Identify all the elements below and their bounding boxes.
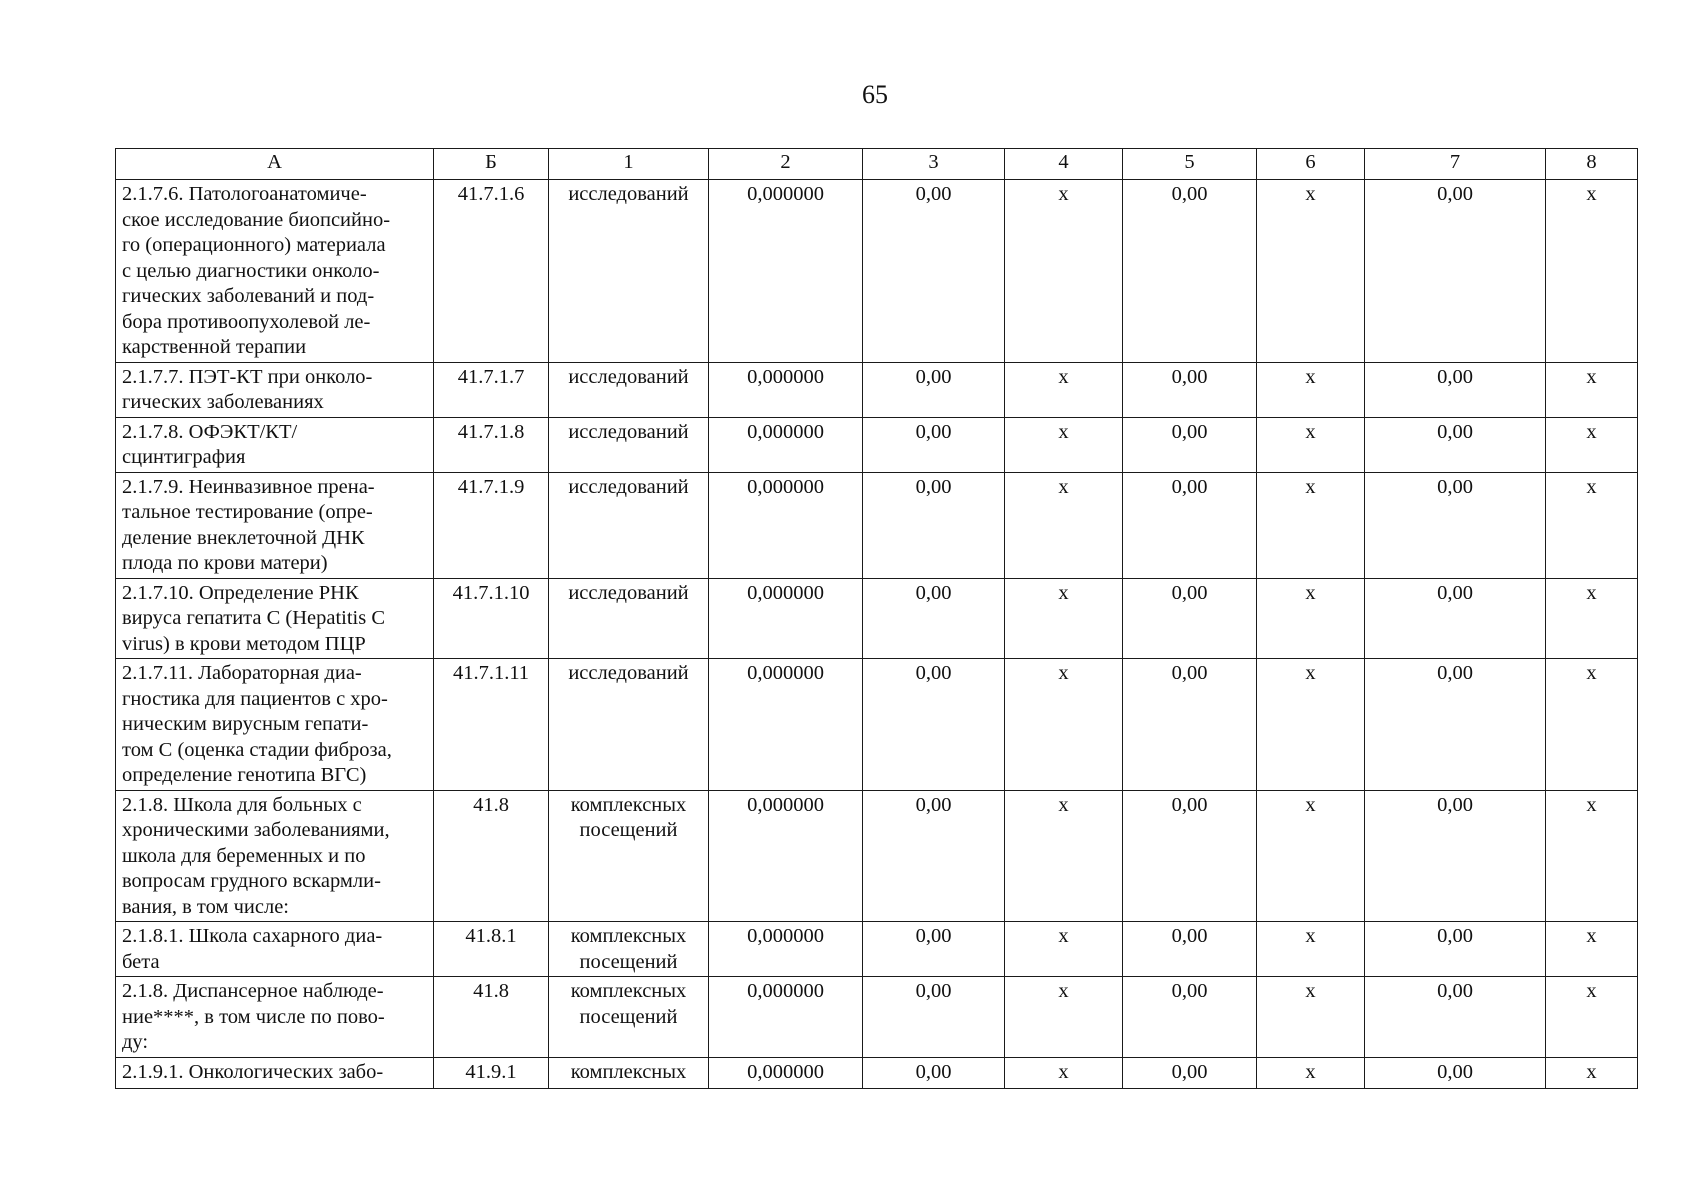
- column-header: 1: [549, 149, 709, 180]
- value-cell: 0,00: [863, 362, 1005, 417]
- unit-cell: комплексных посещений: [549, 977, 709, 1058]
- row-code-cell: 41.7.1.10: [434, 578, 549, 659]
- value-cell: 0,00: [1365, 922, 1546, 977]
- value-cell: 0,000000: [709, 578, 863, 659]
- x-mark-cell: х: [1005, 922, 1123, 977]
- value-cell: 0,00: [1123, 922, 1257, 977]
- value-cell: 0,000000: [709, 1057, 863, 1088]
- unit-cell: исследований: [549, 472, 709, 578]
- value-cell: 0,00: [1365, 180, 1546, 363]
- table-row: [116, 977, 1638, 1058]
- value-cell: 0,00: [1365, 578, 1546, 659]
- value-cell: 0,00: [863, 472, 1005, 578]
- column-header: А: [116, 149, 434, 180]
- value-cell: 0,00: [1365, 977, 1546, 1058]
- x-mark-cell: х: [1546, 977, 1638, 1058]
- unit-cell: исследований: [549, 659, 709, 791]
- x-mark-cell: х: [1005, 362, 1123, 417]
- value-cell: 0,000000: [709, 180, 863, 363]
- column-header: 7: [1365, 149, 1546, 180]
- row-code-cell: 41.9.1: [434, 1057, 549, 1088]
- value-cell: 0,00: [1123, 1057, 1257, 1088]
- row-code-cell: 41.7.1.6: [434, 180, 549, 363]
- value-cell: 0,000000: [709, 977, 863, 1058]
- unit-cell: исследований: [549, 362, 709, 417]
- x-mark-cell: х: [1257, 790, 1365, 922]
- table-row: [116, 362, 1638, 417]
- indicator-name-cell: 2.1.7.8. ОФЭКТ/КТ/ сцинтиграфия: [116, 417, 434, 472]
- unit-cell: комплексных: [549, 1057, 709, 1088]
- x-mark-cell: х: [1005, 1057, 1123, 1088]
- indicator-name-cell: 2.1.8. Диспансерное наблюде- ние****, в том числе по пово- ду:: [116, 977, 434, 1058]
- x-mark-cell: х: [1257, 180, 1365, 363]
- value-cell: 0,00: [1123, 472, 1257, 578]
- x-mark-cell: х: [1005, 180, 1123, 363]
- x-mark-cell: х: [1257, 472, 1365, 578]
- value-cell: 0,00: [863, 977, 1005, 1058]
- indicator-name-cell: 2.1.7.7. ПЭТ-КТ при онколо- гических заболеваниях: [116, 362, 434, 417]
- indicator-name-cell: 2.1.7.6. Патологоанатомиче- ское исследование биопсийно- го (операционного) материала с целью диагностики онколо- гических заболеваний и под- бора противоопухолевой ле- карственной терапии: [116, 180, 434, 363]
- x-mark-cell: х: [1005, 790, 1123, 922]
- table-body: [116, 180, 1638, 1089]
- value-cell: 0,00: [863, 790, 1005, 922]
- x-mark-cell: х: [1005, 977, 1123, 1058]
- data-table: [115, 148, 1638, 1089]
- row-code-cell: 41.7.1.7: [434, 362, 549, 417]
- x-mark-cell: х: [1257, 417, 1365, 472]
- x-mark-cell: х: [1005, 472, 1123, 578]
- x-mark-cell: х: [1546, 1057, 1638, 1088]
- value-cell: 0,00: [863, 1057, 1005, 1088]
- x-mark-cell: х: [1005, 659, 1123, 791]
- x-mark-cell: х: [1257, 1057, 1365, 1088]
- unit-cell: комплексных посещений: [549, 790, 709, 922]
- row-code-cell: 41.7.1.8: [434, 417, 549, 472]
- x-mark-cell: х: [1546, 362, 1638, 417]
- x-mark-cell: х: [1546, 417, 1638, 472]
- value-cell: 0,000000: [709, 790, 863, 922]
- unit-cell: комплексных посещений: [549, 922, 709, 977]
- column-header: 6: [1257, 149, 1365, 180]
- x-mark-cell: х: [1257, 977, 1365, 1058]
- x-mark-cell: х: [1546, 472, 1638, 578]
- value-cell: 0,00: [1123, 362, 1257, 417]
- value-cell: 0,00: [1365, 790, 1546, 922]
- x-mark-cell: х: [1546, 659, 1638, 791]
- value-cell: 0,00: [1365, 659, 1546, 791]
- value-cell: 0,00: [1365, 1057, 1546, 1088]
- value-cell: 0,00: [1123, 578, 1257, 659]
- value-cell: 0,000000: [709, 362, 863, 417]
- row-code-cell: 41.7.1.9: [434, 472, 549, 578]
- table-row: [116, 790, 1638, 922]
- value-cell: 0,00: [1365, 472, 1546, 578]
- indicator-name-cell: 2.1.7.9. Неинвазивное прена- тальное тестирование (опре- деление внеклеточной ДНК плода по крови матери): [116, 472, 434, 578]
- row-code-cell: 41.8.1: [434, 922, 549, 977]
- row-code-cell: 41.8: [434, 977, 549, 1058]
- indicator-name-cell: 2.1.7.10. Определение РНК вируса гепатита С (Hepatitis С virus) в крови методом ПЦР: [116, 578, 434, 659]
- row-code-cell: 41.8: [434, 790, 549, 922]
- x-mark-cell: х: [1546, 578, 1638, 659]
- x-mark-cell: х: [1546, 922, 1638, 977]
- x-mark-cell: х: [1005, 578, 1123, 659]
- unit-cell: исследований: [549, 578, 709, 659]
- indicator-name-cell: 2.1.8.1. Школа сахарного диа- бета: [116, 922, 434, 977]
- table-row: [116, 659, 1638, 791]
- column-header: 2: [709, 149, 863, 180]
- indicator-name-cell: 2.1.7.11. Лабораторная диа- гностика для пациентов с хро- ническим вирусным гепати- том С (оценка стадии фиброза, определение генотипа ВГС): [116, 659, 434, 791]
- row-code-cell: 41.7.1.11: [434, 659, 549, 791]
- value-cell: 0,000000: [709, 922, 863, 977]
- value-cell: 0,00: [863, 922, 1005, 977]
- x-mark-cell: х: [1257, 922, 1365, 977]
- x-mark-cell: х: [1257, 362, 1365, 417]
- x-mark-cell: х: [1257, 659, 1365, 791]
- value-cell: 0,00: [1365, 362, 1546, 417]
- value-cell: 0,00: [1123, 417, 1257, 472]
- table-row: [116, 472, 1638, 578]
- column-header: 3: [863, 149, 1005, 180]
- x-mark-cell: х: [1546, 790, 1638, 922]
- value-cell: 0,00: [1123, 977, 1257, 1058]
- indicator-name-cell: 2.1.9.1. Онкологических забо-: [116, 1057, 434, 1088]
- column-header: Б: [434, 149, 549, 180]
- x-mark-cell: х: [1257, 578, 1365, 659]
- table-row: [116, 180, 1638, 363]
- page-number: 65: [862, 80, 888, 109]
- indicator-name-cell: 2.1.8. Школа для больных с хроническими заболеваниями, школа для беременных и по вопросам грудного вскармли- вания, в том числе:: [116, 790, 434, 922]
- unit-cell: исследований: [549, 417, 709, 472]
- value-cell: 0,00: [1123, 180, 1257, 363]
- header-row: [116, 149, 1638, 180]
- table-row: [116, 578, 1638, 659]
- column-header: 8: [1546, 149, 1638, 180]
- column-header: 5: [1123, 149, 1257, 180]
- x-mark-cell: х: [1546, 180, 1638, 363]
- x-mark-cell: х: [1005, 417, 1123, 472]
- value-cell: 0,000000: [709, 417, 863, 472]
- unit-cell: исследований: [549, 180, 709, 363]
- table-row: [116, 922, 1638, 977]
- value-cell: 0,00: [1123, 659, 1257, 791]
- value-cell: 0,00: [1123, 790, 1257, 922]
- value-cell: 0,00: [1365, 417, 1546, 472]
- value-cell: 0,00: [863, 417, 1005, 472]
- table-row: [116, 1057, 1638, 1088]
- value-cell: 0,00: [863, 659, 1005, 791]
- column-header: 4: [1005, 149, 1123, 180]
- value-cell: 0,000000: [709, 659, 863, 791]
- table-row: [116, 417, 1638, 472]
- value-cell: 0,00: [863, 578, 1005, 659]
- value-cell: 0,00: [863, 180, 1005, 363]
- value-cell: 0,000000: [709, 472, 863, 578]
